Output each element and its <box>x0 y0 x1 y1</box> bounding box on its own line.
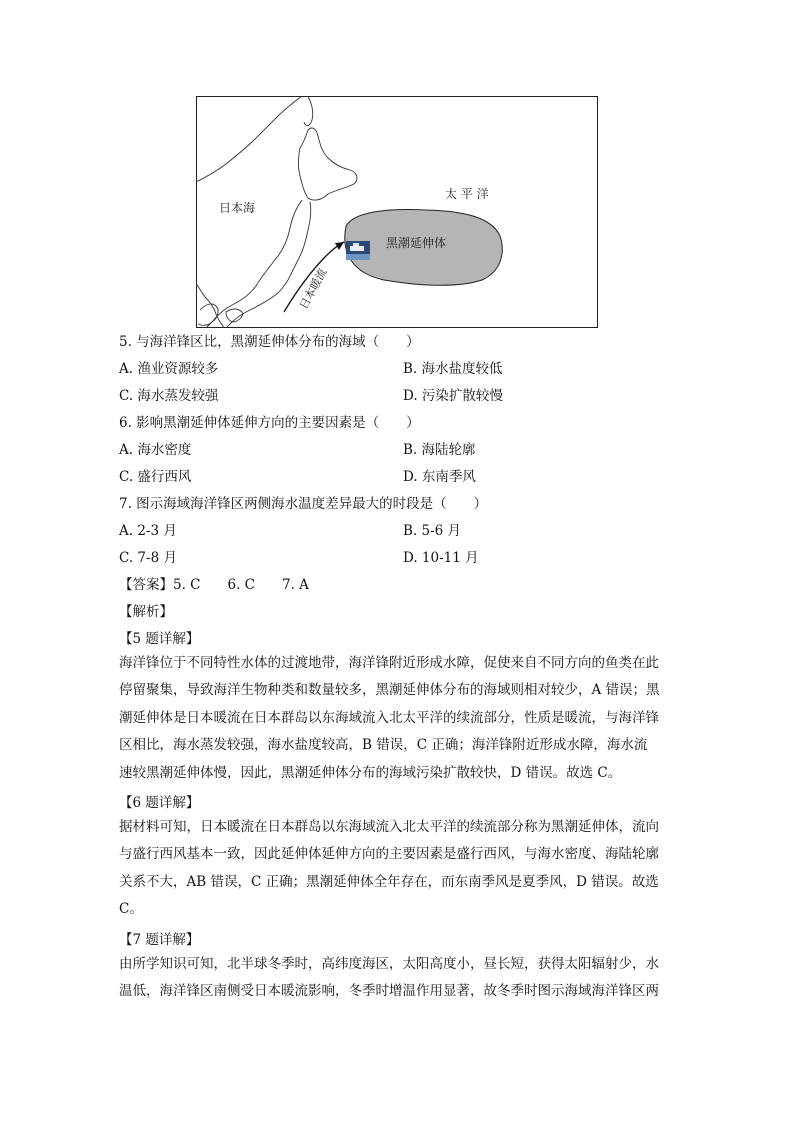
q6-line: C。 <box>119 901 143 918</box>
q5-explanation <box>119 650 674 787</box>
question-6-stem: 6. 影响黑潮延伸体延伸方向的主要因素是（ ） <box>119 415 420 431</box>
q5-line: 潮延伸体是日本暖流在日本群岛以东海域流入北太平洋的续流部分，性质是暖流，与海洋锋 <box>119 709 659 726</box>
q6-explanation <box>119 814 674 924</box>
q5-line: 区相比，海水蒸发较强，海水盐度较高，B 错误，C 正确；海洋锋附近形成水障，海水流 <box>119 737 648 754</box>
question-7-stem: 7. 图示海域海洋锋区两侧海水温度差异最大的时段是（ ） <box>119 496 488 512</box>
q7-line: 由所学知识可知，北半球冬季时，高纬度海区，太阳高度小，昼长短，获得太阳辐射少，水 <box>119 956 659 972</box>
label-current: 日本暖流 <box>297 266 330 312</box>
question-6-option-a: A. 海水密度 <box>119 442 192 458</box>
label-pacific: 太 平 洋 <box>445 187 489 201</box>
question-5-stem: 5. 与海洋锋区比，黑潮延伸体分布的海域（ ） <box>119 334 420 350</box>
q6-line: 关系不大，AB 错误，C 正确；黑潮延伸体全年存在，而东南季风是夏季风，D 错误。故选 <box>119 873 659 890</box>
ship-icon <box>346 241 370 260</box>
label-sea-of-japan: 日本海 <box>219 201 256 215</box>
q7-heading: 【7 题详解】 <box>119 932 200 948</box>
answer-line: 【答案】5. C 6. C 7. A <box>119 577 309 593</box>
q5-line: 停留聚集，导致海洋生物种类和数量较多，黑潮延伸体分布的海域则相对较少，A 错误；黑 <box>119 682 660 699</box>
q5-line: 海洋锋位于不同特性水体的过渡地带，海洋锋附近形成水障，促使来自不同方向的鱼类在此 <box>119 655 659 671</box>
question-5-option-d: D. 污染扩散较慢 <box>403 388 503 404</box>
question-6-option-c: C. 盛行西风 <box>119 469 192 485</box>
question-5-option-b: B. 海水盐度较低 <box>403 361 503 377</box>
question-7-option-a: A. 2-3 月 <box>119 523 177 539</box>
q6-heading: 【6 题详解】 <box>119 795 200 811</box>
q7-explanation <box>119 951 674 1006</box>
label-extension: 黑潮延伸体 <box>386 236 447 250</box>
q5-heading: 【5 题详解】 <box>119 631 200 647</box>
q7-line: 温低，海洋锋区南侧受日本暖流影响，冬季时增温作用显著，故冬季时图示海域海洋锋区两 <box>119 983 659 1000</box>
question-6-option-b: B. 海陆轮廓 <box>403 442 476 458</box>
question-6-option-d: D. 东南季风 <box>403 469 476 485</box>
q6-line: 据材料可知，日本暖流在日本群岛以东海域流入北太平洋的续流部分称为黑潮延伸体，流向 <box>119 819 659 835</box>
q5-line: 速较黑潮延伸体慢，因此，黑潮延伸体分布的海域污染扩散较快，D 错误。故选 C。 <box>119 764 622 781</box>
question-7-option-d: D. 10-11 月 <box>403 550 479 566</box>
q6-line: 与盛行西风基本一致，因此延伸体延伸方向的主要因素是盛行西风，与海水密度、海陆轮廓 <box>119 846 659 863</box>
question-7-option-b: B. 5-6 月 <box>403 523 462 539</box>
question-5-option-c: C. 海水蒸发较强 <box>119 388 219 404</box>
question-7-option-c: C. 7-8 月 <box>119 550 177 566</box>
analysis-heading: 【解析】 <box>119 604 173 620</box>
question-5-option-a: A. 渔业资源较多 <box>119 361 219 377</box>
map-figure <box>196 96 598 328</box>
